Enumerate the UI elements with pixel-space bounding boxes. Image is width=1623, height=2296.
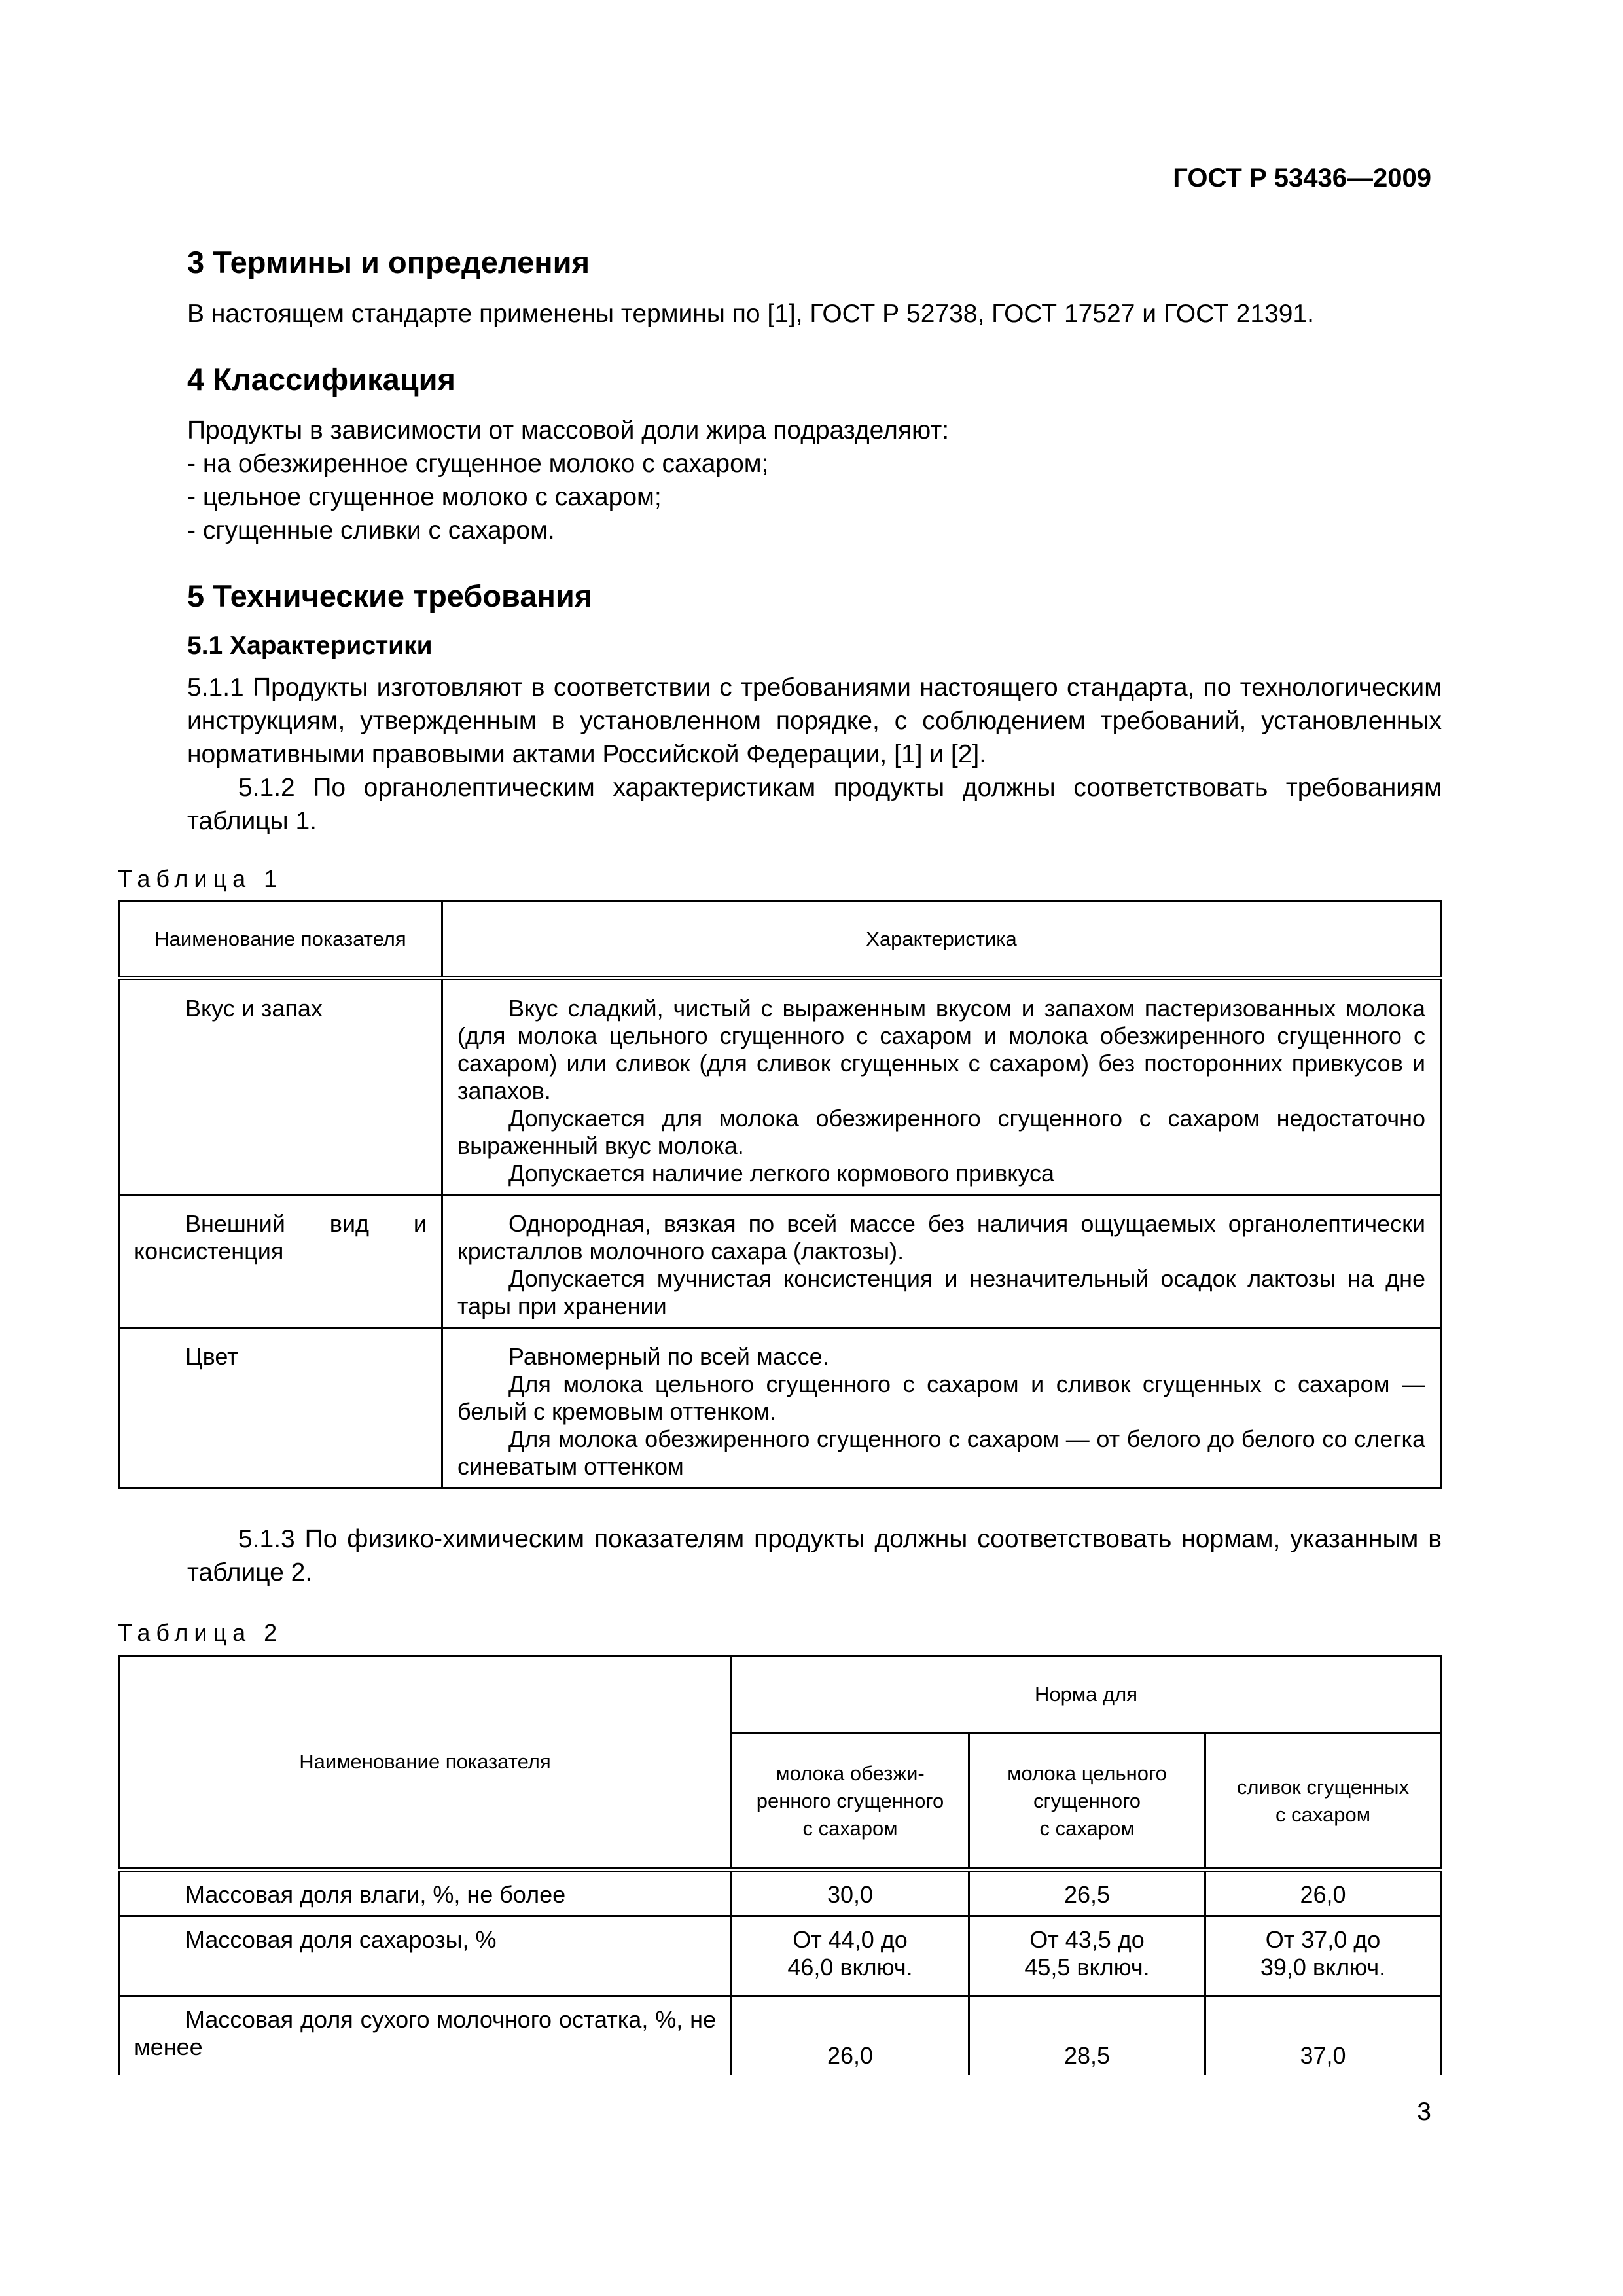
subsection-5-1-title: 5.1 Характеристики: [187, 632, 433, 660]
cell-value: От 44,0 до 46,0 включ.: [732, 1916, 969, 1996]
section-4-intro: Продукты в зависимости от массовой доли жира подразделяют:: [187, 416, 950, 444]
table-row: [119, 1195, 1441, 1328]
list-item: - цельное сгущенное молоко с сахаром;: [187, 483, 662, 511]
section-4-list: [187, 414, 1442, 547]
table-1-header-name: Наименование показателя: [119, 901, 442, 978]
row-name: Массовая доля сахарозы, %: [119, 1916, 732, 1996]
characteristic-text: Вкус сладкий, чистый с выраженным вкусом и запахом пастеризованных молока (для молока цельного сгущенного с сахаром и молока обезжиренного сгущенного с сахаром) или сливок (для сливок сгущенных с сахаром) без посторонних привкусов и запахов.: [457, 995, 1425, 1104]
table-2-header-name: Наименование показателя: [119, 1656, 732, 1870]
table-2-header-group: Норма для: [732, 1656, 1441, 1734]
table-2-caption: Таблица 2: [118, 1619, 283, 1646]
list-item: - на обезжиренное сгущенное молоко с сахаром;: [187, 450, 769, 478]
table-row: [119, 1870, 1441, 1916]
characteristic-text: Для молока цельного сгущенного с сахаром и сливок сгущенных с сахаром — белый с кремовым оттенком.: [457, 1371, 1425, 1425]
table-row: [119, 1996, 1441, 2075]
row-characteristic: [442, 1328, 1441, 1488]
paragraph-5-1-3-text: 5.1.3 По физико-химическим показателям продукты должны соответствовать нормам, указанным в таблице 2.: [187, 1525, 1442, 1587]
paragraph-5-1-1-text: 5.1.1 Продукты изготовляют в соответствии с требованиями настоящего стандарта, по технологическим инструкциям, утвержденным в установленном порядке, с соблюдением требований, установленных нормативными правовыми актами Российской Федерации, [1] и [2].: [187, 673, 1442, 768]
characteristic-text: Допускается наличие легкого кормового привкуса: [508, 1160, 1055, 1187]
characteristic-text: Для молока обезжиренного сгущенного с сахаром — от белого до белого со слегка синеватым оттенком: [457, 1426, 1425, 1480]
table-1-header-characteristic: Характеристика: [442, 901, 1441, 978]
row-name: Массовая доля влаги, %, не более: [119, 1870, 732, 1916]
table-row: [119, 1328, 1441, 1488]
paragraph-5-1-2-text: 5.1.2 По органолептическим характеристикам продукты должны соответствовать требованиям таблицы 1.: [187, 774, 1442, 835]
list-item: - сгущенные сливки с сахаром.: [187, 516, 555, 545]
section-4-title: 4 Классификация: [187, 362, 455, 397]
column-header: молока обезжи- ренного сгущенного с сахаром: [732, 1734, 969, 1870]
row-characteristic: [442, 1195, 1441, 1328]
characteristic-text: Равномерный по всей массе.: [508, 1343, 829, 1370]
characteristic-text: Допускается для молока обезжиренного сгущенного с сахаром недостаточно выраженный вкус молока.: [457, 1105, 1425, 1159]
page-number: 3: [1417, 2098, 1431, 2126]
table-row: [119, 978, 1441, 1195]
characteristic-text: Допускается мучнистая консистенция и незначительный осадок лактозы на дне тары при хранении: [457, 1265, 1425, 1319]
row-name: Вкус и запах: [119, 978, 442, 1195]
cell-value: 26,0: [1205, 1870, 1441, 1916]
section-5-title: 5 Технические требования: [187, 579, 593, 613]
column-header: сливок сгущенных с сахаром: [1205, 1734, 1441, 1870]
cell-value: 28,5: [969, 1996, 1205, 2075]
cell-value: От 43,5 до 45,5 включ.: [969, 1916, 1205, 1996]
row-name: Цвет: [119, 1328, 442, 1488]
cell-value: 37,0: [1205, 1996, 1441, 2075]
table-1-caption: Таблица 1: [118, 865, 283, 892]
table-row: [119, 1916, 1441, 1996]
cell-value: 26,0: [732, 1996, 969, 2075]
section-3-text: В настоящем стандарте применены термины по [1], ГОСТ Р 52738, ГОСТ 17527 и ГОСТ 21391.: [187, 300, 1314, 328]
cell-value: 30,0: [732, 1870, 969, 1916]
document-id: ГОСТ Р 53436—2009: [1173, 164, 1431, 192]
row-name: Массовая доля сухого молочного остатка, %, не менее: [119, 1996, 732, 2075]
characteristic-text: Однородная, вязкая по всей массе без наличия ощущаемых органолептически кристаллов молочного сахара (лактозы).: [457, 1210, 1425, 1265]
row-characteristic: [442, 978, 1441, 1195]
paragraph-5-1-1: [187, 671, 1442, 838]
row-name: Внешний вид и консистенция: [119, 1195, 442, 1328]
table-2: [118, 1655, 1442, 2075]
table-1: [118, 900, 1442, 1489]
cell-value: От 37,0 до 39,0 включ.: [1205, 1916, 1441, 1996]
cell-value: 26,5: [969, 1870, 1205, 1916]
section-3-title: 3 Термины и определения: [187, 245, 590, 279]
column-header: молока цельного сгущенного с сахаром: [969, 1734, 1205, 1870]
paragraph-5-1-3: [187, 1522, 1442, 1589]
